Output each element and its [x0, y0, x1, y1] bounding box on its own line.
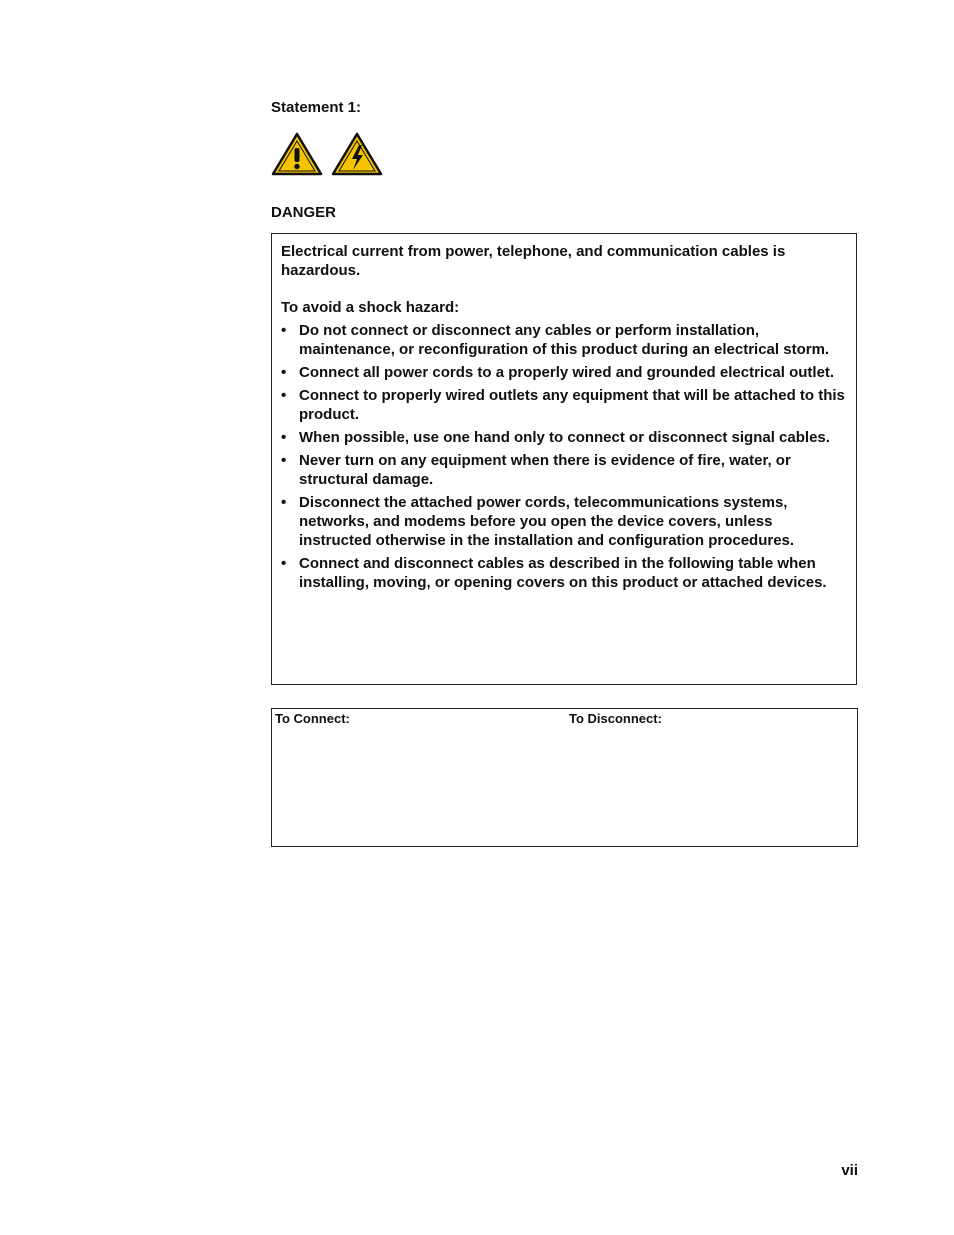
page-number: vii — [841, 1162, 858, 1179]
danger-notice-box — [271, 233, 857, 685]
list-item — [281, 451, 847, 489]
danger-label: DANGER — [271, 204, 337, 221]
list-item-text: Disconnect the attached power cords, telecommunications systems, networks, and modems before you open the device covers, unless instructed otherwise in the installation and configuration procedures. — [299, 494, 795, 549]
list-item-text: Connect all power cords to a properly wired and grounded electrical outlet. — [299, 364, 835, 381]
table-header-disconnect: To Disconnect: — [569, 711, 662, 726]
warning-exclamation-icon — [271, 132, 323, 176]
bullet: • — [281, 364, 287, 381]
list-item-text: When possible, use one hand only to connect or disconnect signal cables. — [299, 429, 830, 446]
bullet: • — [281, 452, 287, 469]
danger-intro: Electrical current from power, telephone, and communication cables is hazardous. — [281, 243, 786, 279]
connect-disconnect-table — [271, 708, 858, 847]
list-item — [281, 493, 847, 550]
list-item — [281, 363, 847, 382]
bullet: • — [281, 429, 287, 446]
list-item-text: Never turn on any equipment when there is evidence of fire, water, or structural damage. — [299, 452, 791, 488]
list-item — [281, 428, 847, 447]
list-item-text: Do not connect or disconnect any cables or perform installation, maintenance, or reconfiguration of this product during an electrical storm. — [299, 322, 830, 358]
list-item — [281, 386, 847, 424]
statement-label: Statement 1: — [271, 99, 362, 116]
avoid-heading: To avoid a shock hazard: — [281, 299, 460, 316]
table-header-connect: To Connect: — [275, 711, 350, 726]
bullet: • — [281, 494, 287, 511]
list-item — [281, 554, 847, 592]
safety-list — [281, 321, 847, 592]
high-voltage-icon — [331, 132, 383, 176]
list-item — [281, 321, 847, 359]
list-item-text: Connect to properly wired outlets any equipment that will be attached to this product. — [299, 387, 845, 423]
warning-icons — [271, 132, 383, 176]
bullet: • — [281, 387, 287, 404]
bullet: • — [281, 555, 287, 572]
list-item-text: Connect and disconnect cables as described in the following table when installing, moving, or opening covers on this product or attached devices. — [299, 555, 827, 591]
bullet: • — [281, 322, 287, 339]
